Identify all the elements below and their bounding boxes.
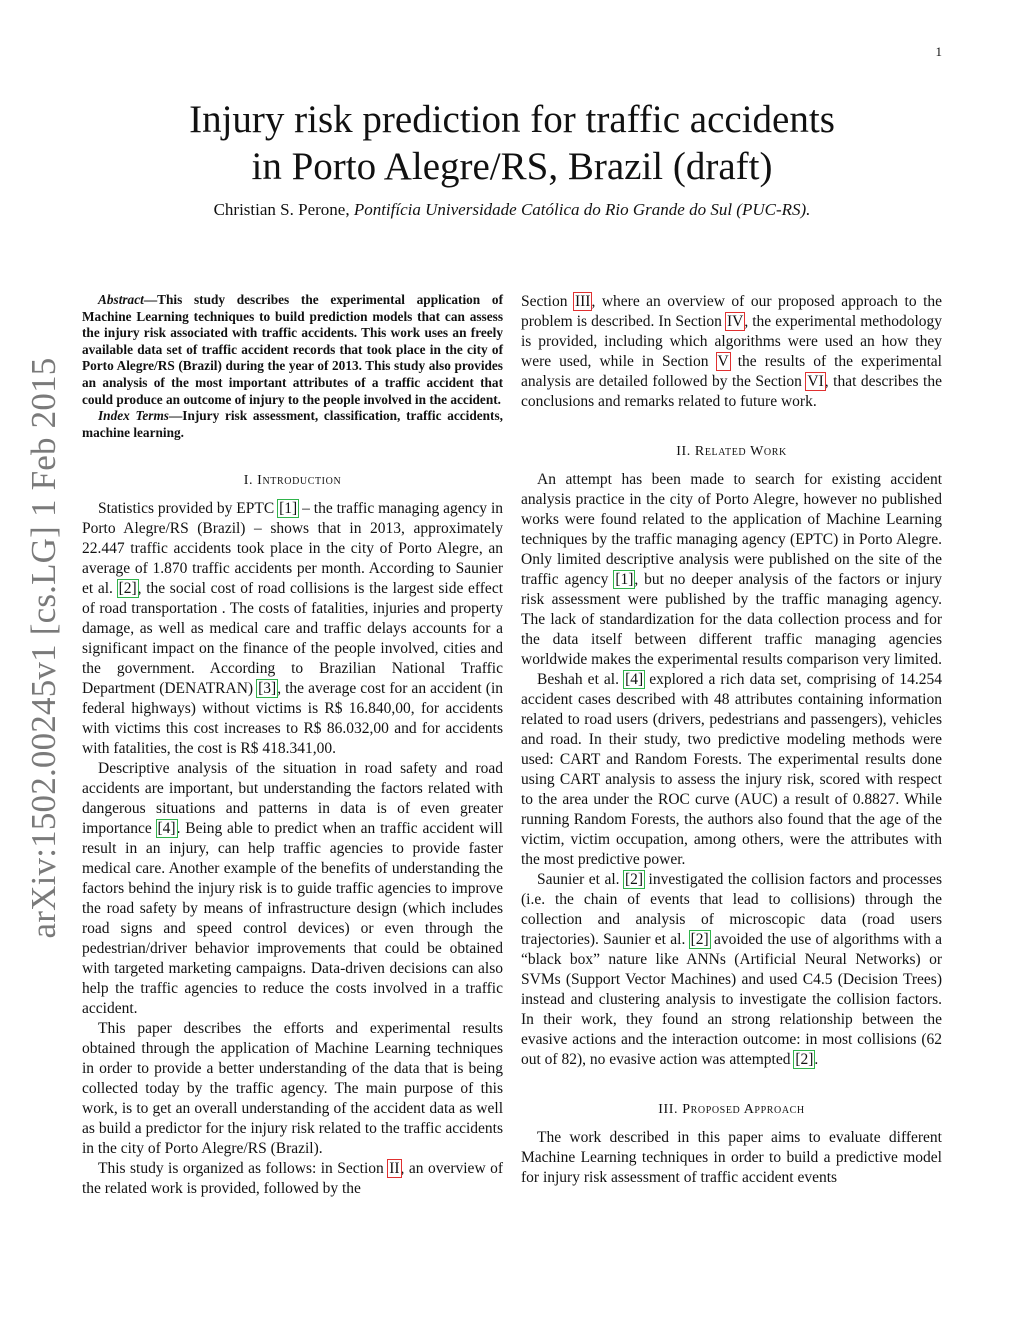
citation-link[interactable]: [2] xyxy=(690,931,709,948)
author-line xyxy=(82,200,942,220)
section-heading-related-work: II. Related Work xyxy=(676,444,787,459)
author-affiliation: Pontifícia Universidade Católica do Rio Grande do Sul (PUC-RS). xyxy=(353,200,811,219)
citation-link[interactable]: [2] xyxy=(624,871,644,888)
related-paragraph-3: Saunier et al. [2] investigated the collision factors and processes (i.e. the chain of events that lead to collisions) through the collection and analysis of microscopic data (road users trajectories). Saunier et al. [2] avoided the use of algorithms with a “black box” nature like ANNs (Artificial Neural Networks) or SVMs (Support Vector Machines) and used C4.5 (Decision Trees) instead and clustering analysis to investigate the collision factors. In their work, they found an strong relationship between the evasive actions and the interaction outcome: in most collisions (62 out of 82), no evasive action was attempted [2]. xyxy=(521,871,943,1068)
abstract-label: Abstract xyxy=(98,292,144,307)
section-link[interactable]: IV xyxy=(726,313,744,330)
left-column xyxy=(82,292,503,1199)
proposed-paragraph-1: The work described in this paper aims to evaluate different Machine Learning techniques in order to build a predictive model for injury risk assessment of traffic accident events xyxy=(521,1129,942,1186)
right-column xyxy=(521,292,942,1188)
section-link[interactable]: III xyxy=(574,293,591,310)
page-number: 1 xyxy=(935,44,942,59)
section-heading-proposed-approach: III. Proposed Approach xyxy=(658,1102,805,1117)
citation-link[interactable]: [4] xyxy=(625,671,644,688)
citation-link[interactable]: [3] xyxy=(258,680,277,698)
index-terms xyxy=(82,408,503,441)
intro-paragraph-1: Statistics provided by EPTC [1] – the traffic managing agency in Porto Alegre/RS (Brazil) – shows that in 2013, approximately 22.447 traffic accidents took place in the city of Porto Alegre, an average of 1.870 traffic accidents per month. According to Saunier et al. [2], the social cost of road collisions is the largest side effect of road transportation . The costs of fatalities, injuries and property damage, as well as medical care and traffic delays accounts for a significant impact on the finance of the people involved, cities and the government. According to Brazilian National Traffic Department (DENATRAN) [3], the average cost for an accident (in federal highways) without victims is R$ 16.840,00, for accidents with victims this cost increases to R$ 86.032,00 and for accidents with fatalities, the cost is R$ 418.341,00. xyxy=(82,500,504,758)
abstract-text: —This study describes the experimental application of Machine Learning techniques to build prediction models that can assess the injury risk associated with traffic accidents. This work uses an freely available data set of traffic accident records that took place in the city of Porto Alegre/RS (Brazil) during the year of 2013. This study also provides an analysis of the most important attributes of a traffic accident that could produce an outcome of injury to the people involved in the accident. xyxy=(82,292,503,407)
title-line-1: Injury risk prediction for traffic accidents xyxy=(189,98,835,141)
related-paragraph-1: An attempt has been made to search for existing accident analysis practice in the city of Porto Alegre, however no published works were found related to the application of Machine Learning techniques by the traffic managing agency (EPTC) in Porto Alegre. Only limited descriptive analysis were published on the site of the traffic agency [1], but no deeper analysis of the factors or injury risk assessment were published by the traffic managing agency. The lack of standardization for the data collection process and for the data itself between different traffic managing agencies worldwide makes the experimental results comparison very limited. xyxy=(521,471,943,668)
arxiv-sidebar xyxy=(18,357,70,939)
intro-paragraph-2: Descriptive analysis of the situation in road safety and road accidents are important, but understanding the factors related with dangerous situations and patterns in data is of even greater importance [4]. Being able to predict when an traffic accident will result in an injury, can help traffic agencies to provide faster medical care. Another example of the benefits of understanding the factors behind the injury risk is to guide traffic agencies to improve the road safety by means of infrastructure design (which includes road signs and speed control devices) or even through the pedestrian/driver behavior improvements that could be obtained with targeted marketing campaigns. Data-driven decisions can also help the traffic agencies to reduce the costs involved in a traffic accident. xyxy=(82,760,503,1018)
abstract xyxy=(82,292,503,408)
citation-link[interactable]: [1] xyxy=(615,571,634,588)
intro-paragraph-4: This study is organized as follows: in Section II, an overview of the related work is provided, followed by the xyxy=(82,1160,503,1198)
section-link[interactable]: VI xyxy=(807,373,824,390)
citation-link[interactable]: [4] xyxy=(157,820,176,838)
section-link[interactable]: II xyxy=(389,1160,400,1178)
citation-link[interactable]: [2] xyxy=(795,1051,814,1068)
paper-title xyxy=(82,96,942,190)
intro-paragraph-3: This paper describes the efforts and experimental results obtained through the application of Machine Learning techniques in order to provide a better understanding of the data that is being collected today by the traffic agency. The main purpose of this work, is to get an overall understanding of the accident data as well as build a predictor for the injury risk related to the traffic accidents in the city of Porto Alegre/RS (Brazil). xyxy=(82,1020,503,1158)
citation-link[interactable]: [1] xyxy=(279,500,298,518)
section-heading-introduction: I. Introduction xyxy=(243,473,342,489)
index-terms-text: —Injury risk assessment, classification, traffic accidents, machine learning. xyxy=(82,408,503,440)
related-paragraph-2: Beshah et al. [4] explored a rich data set, comprising of 14.254 accident cases described with 48 attributes containing information related to road users (drivers, pedestrians and passengers), vehicles and road. In their study, two predictive modeling methods were used: CART and Random Forests. The experimental results done using CART analysis to assess the injury risk, scored with respect to the area under the ROC curve (AUC) a result of 0.8827. While running Random Forests, the authors also found that the age of the victim, victim occupation, among others, were the attributes with the most predictive power. xyxy=(521,671,942,868)
citation-link[interactable]: [2] xyxy=(118,580,137,598)
index-terms-label: Index Terms xyxy=(98,408,169,424)
arxiv-identifier: arXiv:1502.00245v1 [cs.LG] 1 Feb 2015 xyxy=(24,357,63,939)
section-link[interactable]: V xyxy=(717,353,729,370)
organization-paragraph-continued: Section III, where an overview of our proposed approach to the problem is described. In Section IV, the experimental methodology is provided, including which algorithms were used an how they were used, while in Section V the results of the experimental analysis are detailed followed by the Section VI, that describes the conclusions and remarks related to future work. xyxy=(521,293,943,410)
author-name: Christian S. Perone, xyxy=(213,200,350,219)
title-line-2: in Porto Alegre/RS, Brazil (draft) xyxy=(251,145,773,188)
